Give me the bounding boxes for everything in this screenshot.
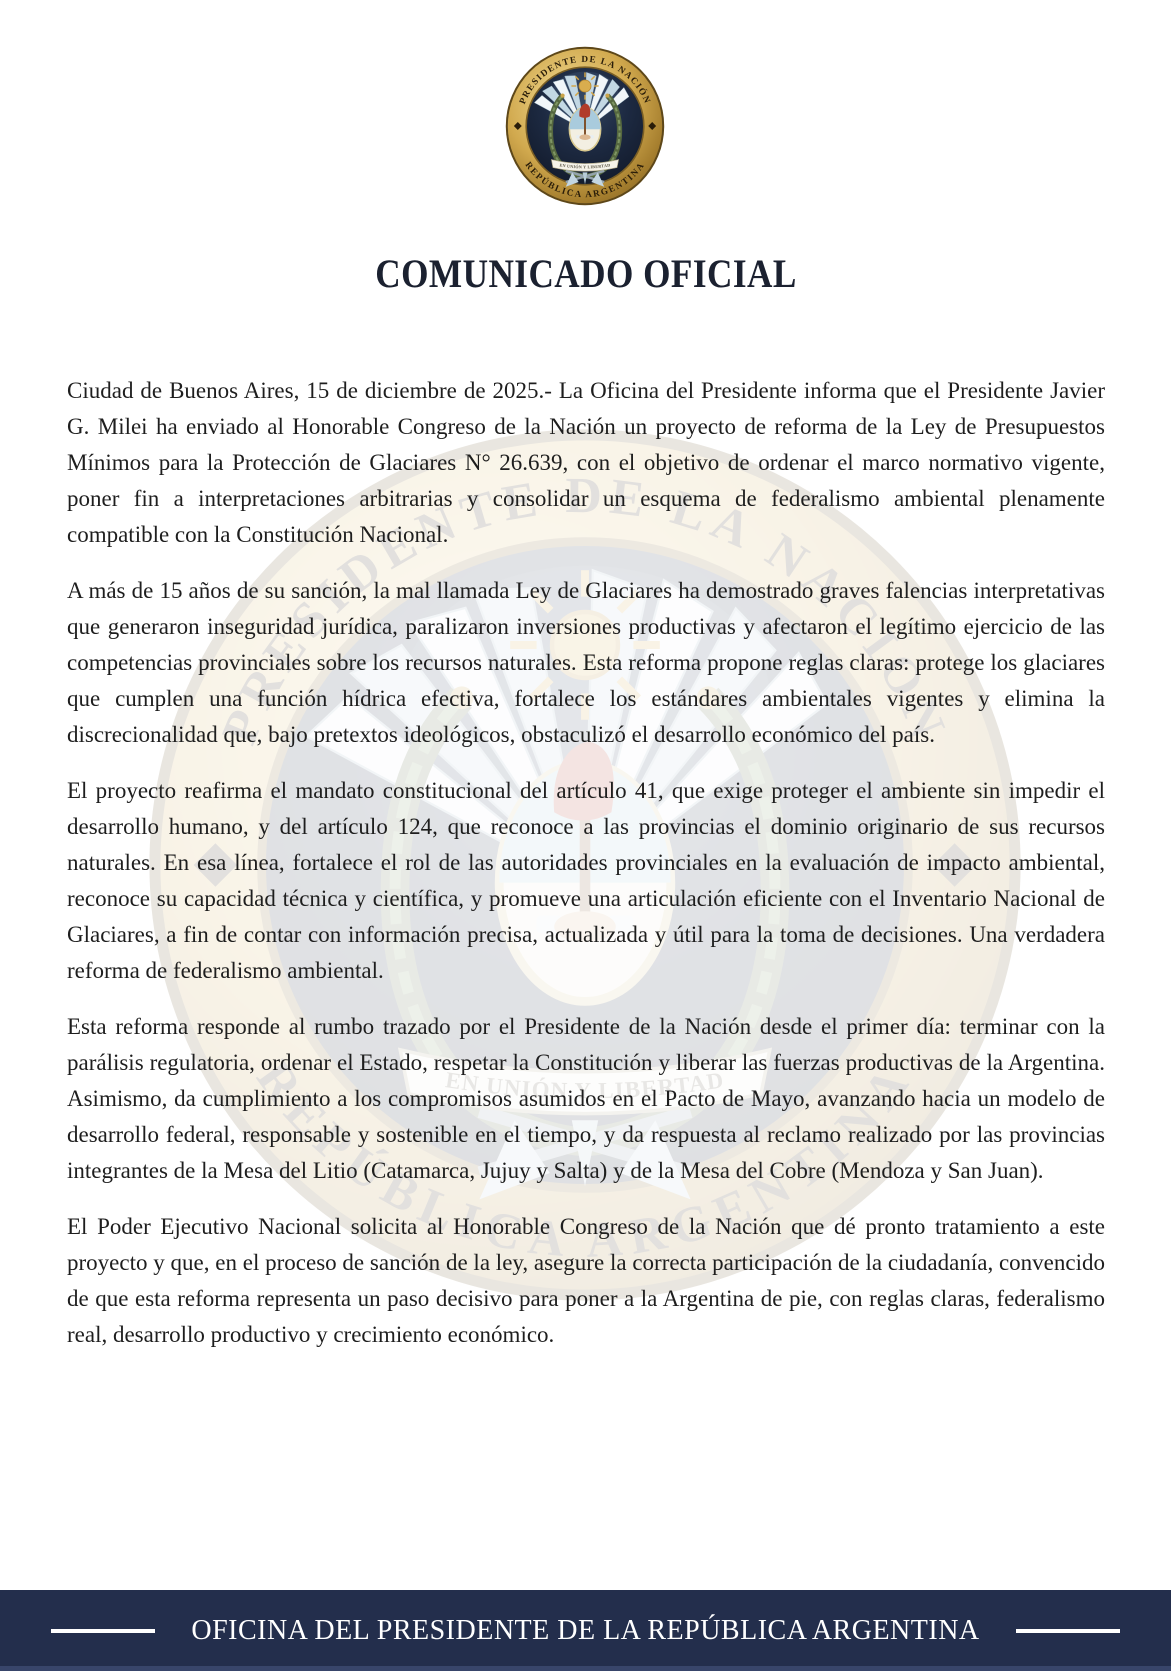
body-text <box>67 373 1105 1373</box>
footer-title: OFICINA DEL PRESIDENTE DE LA REPÚBLICA ARGENTINA <box>191 1614 980 1646</box>
page-title: COMUNICADO OFICIAL <box>375 251 797 296</box>
body-paragraph: Esta reforma responde al rumbo trazado por el Presidente de la Nación desde el primer día: terminar con la parálisis regulatoria, ordenar el Estado, respetar la Constitución y liberar las fuerzas productivas de la Argentina. Asimismo, da cumplimiento a los compromisos asumidos en el Pacto de Mayo, avanzando hacia un modelo de desarrollo federal, responsable y sostenible en el tiempo, y da respuesta al reclamo realizado por las provincias integrantes de la Mesa del Litio (Catamarca, Jujuy y Salta) y de la Mesa del Cobre (Mendoza y San Juan). <box>67 1014 1105 1183</box>
footer-rule-right <box>1016 1629 1120 1633</box>
presidential-seal <box>505 46 665 206</box>
body-paragraph: A más de 15 años de su sanción, la mal llamada Ley de Glaciares ha demostrado graves falencias interpretativas que generaron inseguridad jurídica, paralizaron inversiones productivas y afectaron el legítimo ejercicio de las competencias provinciales sobre los recursos naturales. Esta reforma propone reglas claras: protege los glaciares que cumplen una función hídrica efectiva, fortalece los estándares ambientales vigentes y elimina la discrecionalidad que, bajo pretextos ideológicos, obstaculizó el desarrollo económico del país. <box>67 578 1105 747</box>
footer-rule-left <box>51 1629 155 1633</box>
footer-bar <box>0 1590 1171 1671</box>
body-paragraph: Ciudad de Buenos Aires, 15 de diciembre de 2025.- La Oficina del Presidente informa que el Presidente Javier G. Milei ha enviado al Honorable Congreso de la Nación un proyecto de reforma de la Ley de Presupuestos Mínimos para la Protección de Glaciares N° 26.639, con el objetivo de ordenar el marco normativo vigente, poner fin a interpretaciones arbitrarias y consolidar un esquema de federalismo ambiental plenamente compatible con la Constitución Nacional. <box>67 378 1105 547</box>
body-paragraph: El proyecto reafirma el mandato constitucional del artículo 41, que exige proteger el ambiente sin impedir el desarrollo humano, y del artículo 124, que reconoce a las provincias el dominio originario de sus recursos naturales. En esa línea, fortalece el rol de las autoridades provinciales en la evaluación de impacto ambiental, reconoce su capacidad técnica y científica, y promueve una articulación eficiente con el Inventario Nacional de Glaciares, a fin de contar con información precisa, actualizada y útil para la toma de decisiones. Una verdadera reforma de federalismo ambiental. <box>67 778 1105 983</box>
body-paragraph: El Poder Ejecutivo Nacional solicita al Honorable Congreso de la Nación que dé pronto tratamiento a este proyecto y que, en el proceso de sanción de la ley, asegure la correcta participación de la ciudadanía, convencido de que esta reforma representa un paso decisivo para poner a la Argentina de pie, con reglas claras, federalismo real, desarrollo productivo y crecimiento económico. <box>67 1214 1105 1347</box>
